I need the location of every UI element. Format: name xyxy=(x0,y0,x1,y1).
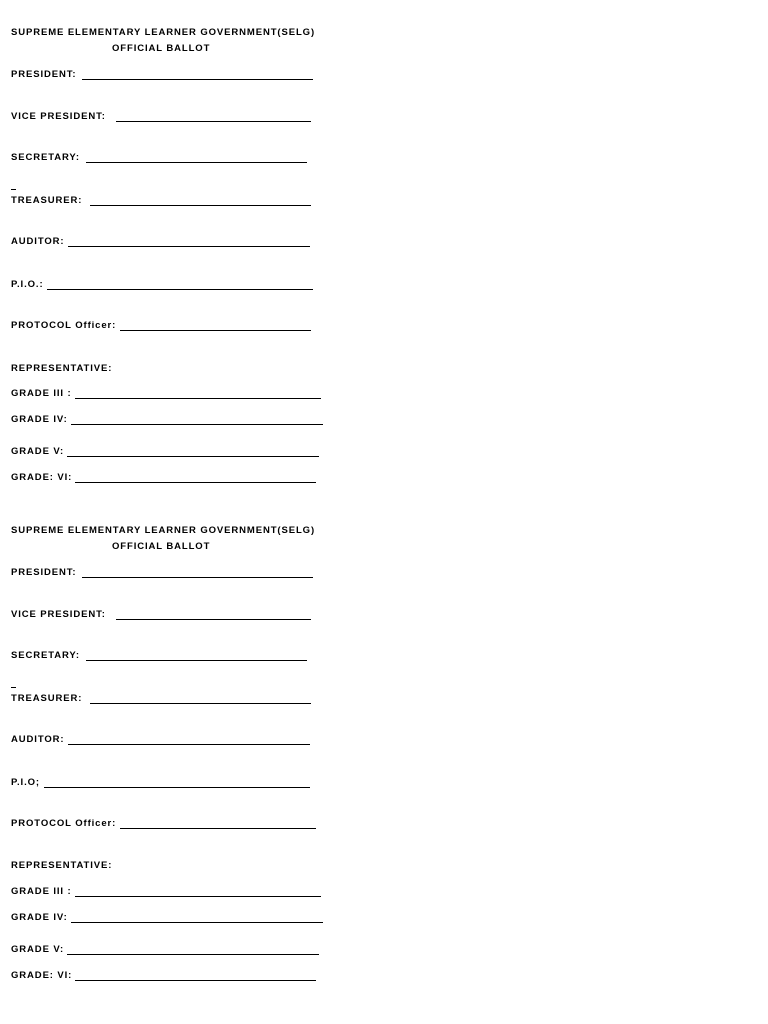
pio-line[interactable] xyxy=(47,289,313,290)
ballot-1 xyxy=(11,27,341,497)
treasurer-label: TREASURER: xyxy=(11,693,83,704)
president-label: PRESIDENT: xyxy=(11,69,77,80)
treasurer-label: TREASURER: xyxy=(11,195,83,206)
grade-6-line[interactable] xyxy=(75,482,316,483)
vice-president-line[interactable] xyxy=(116,619,311,620)
protocol-officer-label: PROTOCOL Officer: xyxy=(11,818,117,829)
auditor-line[interactable] xyxy=(68,744,310,745)
ballot-heading: SUPREME ELEMENTARY LEARNER GOVERNMENT(SELG) xyxy=(11,525,316,536)
protocol-officer-label: PROTOCOL Officer: xyxy=(11,320,117,331)
grade-4-label: GRADE IV: xyxy=(11,912,68,923)
stray-underscore xyxy=(11,189,16,190)
treasurer-line[interactable] xyxy=(90,205,311,206)
grade-3-label: GRADE III : xyxy=(11,388,72,399)
pio-label: P.I.O.: xyxy=(11,279,44,290)
president-line[interactable] xyxy=(82,577,313,578)
ballot-subheading: OFFICIAL BALLOT xyxy=(112,43,211,54)
grade-6-label: GRADE: VI: xyxy=(11,472,73,483)
president-label: PRESIDENT: xyxy=(11,567,77,578)
ballot-2 xyxy=(11,525,341,995)
representative-label: REPRESENTATIVE: xyxy=(11,363,113,374)
secretary-line[interactable] xyxy=(86,162,307,163)
auditor-label: AUDITOR: xyxy=(11,236,65,247)
secretary-label: SECRETARY: xyxy=(11,152,80,163)
grade-3-label: GRADE III : xyxy=(11,886,72,897)
treasurer-line[interactable] xyxy=(90,703,311,704)
grade-6-label: GRADE: VI: xyxy=(11,970,73,981)
vice-president-line[interactable] xyxy=(116,121,311,122)
grade-4-line[interactable] xyxy=(71,424,323,425)
vice-president-label: VICE PRESIDENT: xyxy=(11,111,106,122)
ballot-heading: SUPREME ELEMENTARY LEARNER GOVERNMENT(SELG) xyxy=(11,27,316,38)
president-line[interactable] xyxy=(82,79,313,80)
auditor-line[interactable] xyxy=(68,246,310,247)
grade-6-line[interactable] xyxy=(75,980,316,981)
grade-5-label: GRADE V: xyxy=(11,944,65,955)
secretary-label: SECRETARY: xyxy=(11,650,80,661)
grade-3-line[interactable] xyxy=(75,398,321,399)
grade-3-line[interactable] xyxy=(75,896,321,897)
pio-line[interactable] xyxy=(44,787,310,788)
stray-underscore xyxy=(11,687,16,688)
protocol-officer-line[interactable] xyxy=(120,828,316,829)
ballot-subheading: OFFICIAL BALLOT xyxy=(112,541,211,552)
grade-4-label: GRADE IV: xyxy=(11,414,68,425)
vice-president-label: VICE PRESIDENT: xyxy=(11,609,106,620)
protocol-officer-line[interactable] xyxy=(120,330,311,331)
pio-label: P.I.O; xyxy=(11,777,40,788)
grade-4-line[interactable] xyxy=(71,922,323,923)
grade-5-label: GRADE V: xyxy=(11,446,65,457)
grade-5-line[interactable] xyxy=(67,456,319,457)
representative-label: REPRESENTATIVE: xyxy=(11,860,113,871)
secretary-line[interactable] xyxy=(86,660,307,661)
grade-5-line[interactable] xyxy=(67,954,319,955)
auditor-label: AUDITOR: xyxy=(11,734,65,745)
